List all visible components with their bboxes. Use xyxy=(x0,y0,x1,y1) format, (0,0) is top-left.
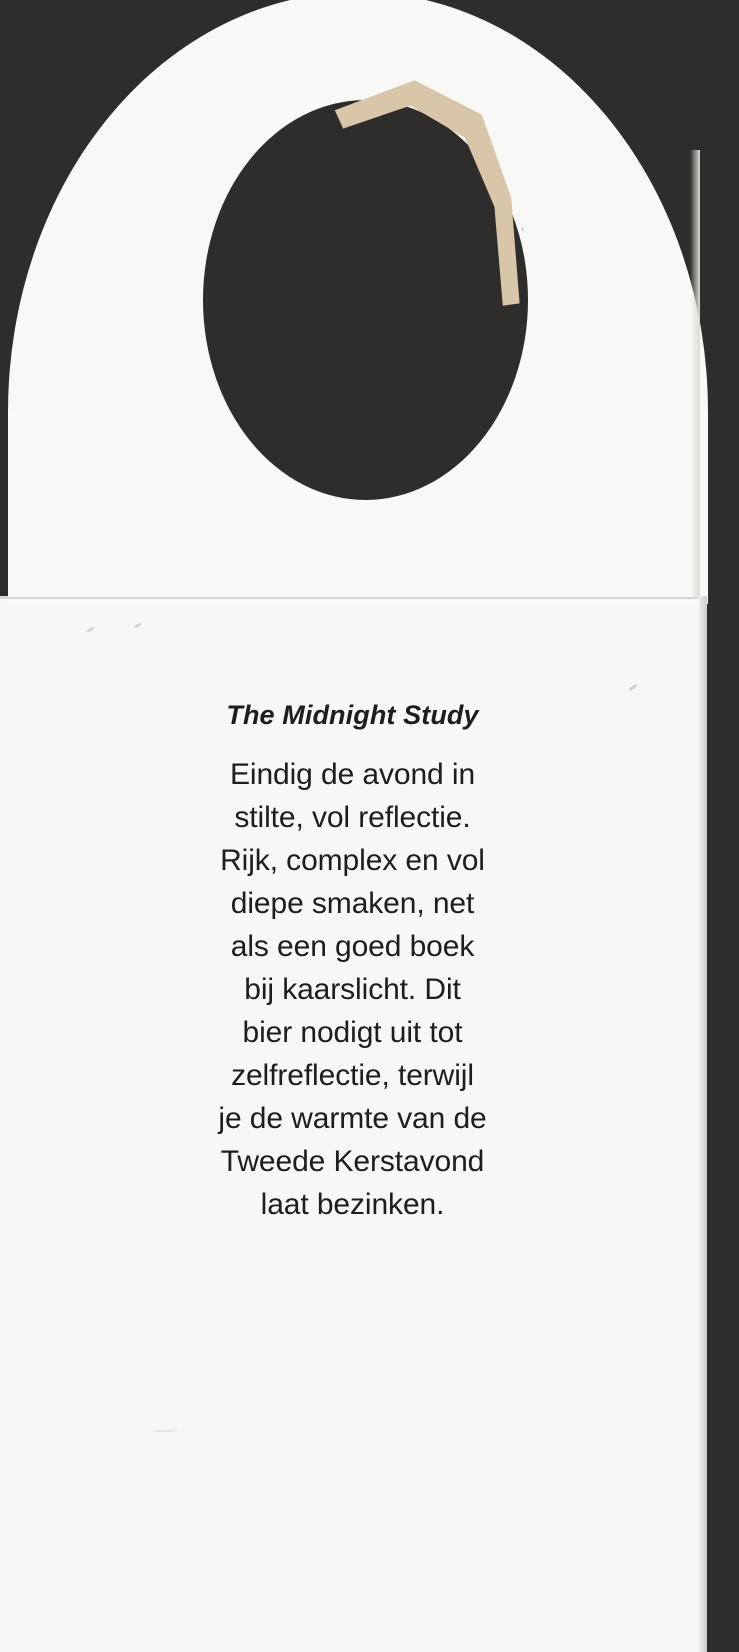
door-knob-hole xyxy=(203,100,528,500)
body-line: bier nodigt uit tot xyxy=(242,1016,463,1049)
body-line: stilte, vol reflectie. xyxy=(234,801,471,834)
body-line: laat bezinken. xyxy=(260,1188,445,1221)
body-line: je de warmte van de xyxy=(218,1102,487,1135)
fold-crease-line xyxy=(0,597,705,599)
body-line: diepe smaken, net xyxy=(230,887,475,920)
head-right-edge-shading xyxy=(690,150,700,598)
body-line: zelfreflectie, terwijl xyxy=(231,1059,474,1092)
card-text-block xyxy=(0,700,705,1226)
body-line: Eindig de avond in xyxy=(229,758,476,791)
card-description xyxy=(188,753,518,1226)
body-line: Rijk, complex en vol xyxy=(220,844,485,877)
body-line: als een goed boek xyxy=(230,930,475,963)
body-line: Tweede Kerstavond xyxy=(220,1145,485,1178)
body-line: bij kaarslicht. Dit xyxy=(244,973,461,1006)
card-title: The Midnight Study xyxy=(226,700,479,730)
